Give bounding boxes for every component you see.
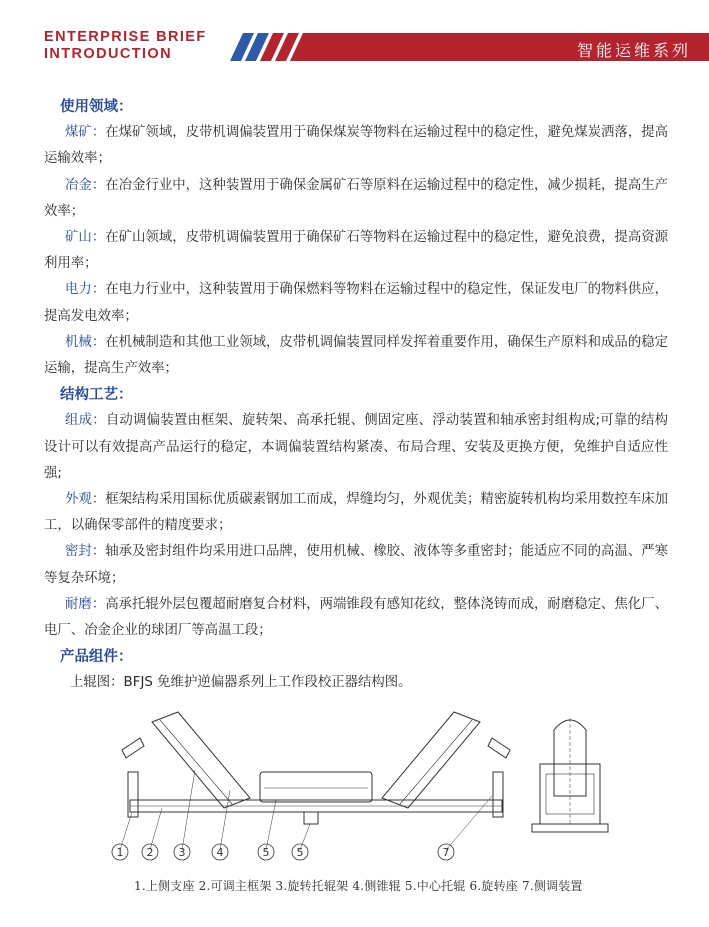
usage-text: 在冶金行业中，这种装置用于确保金属矿石等原料在运输过程中的稳定性，减少损耗，提高生产效率； [44,177,669,219]
structure-item-appearance: 外观：框架结构采用国标优质碳素钢加工而成，焊缝均匀，外观优美；精密旋转机构均采用数控车床加工，以确保零部件的精度要求； [44,492,669,534]
callout-label: 5 [262,846,270,859]
structure-key: 组成 [65,413,93,429]
usage-item-mining: 矿山：在矿山领域，皮带机调偏装置用于确保矿石等物料在运输过程中的稳定性，避免浪费，提高资源利用率； [44,230,669,272]
pivot-seat [304,812,318,824]
callout-label: 3 [178,846,186,859]
section-title-usage: 使用领域： [60,99,133,115]
left-wing-roller [152,712,250,808]
page-header [0,0,709,80]
structure-drawing [100,700,680,900]
usage-text: 在电力行业中，这种装置用于确保燃料等物料在运输过程中的稳定性，保证发电厂的物料供应，提高发电效率； [44,282,669,324]
usage-item-power: 电力：在电力行业中，这种装置用于确保燃料等物料在运输过程中的稳定性，保证发电厂的物料供应，提高发电效率； [44,282,669,324]
structure-key: 外观 [65,492,92,508]
banner-title: 智能运维系列 [576,41,691,60]
callout-label: 5 [296,846,304,859]
section-title-components: 产品组件： [60,649,133,666]
callout-label: 1 [116,846,124,859]
structure-text: 轴承及密封组件均采用进口品牌，使用机械、橡胶、液体等多重密封；能适应不同的高温、严寒等复杂环境； [44,544,669,586]
usage-key: 煤矿 [65,125,92,141]
callout-label: 4 [216,846,224,859]
usage-key: 机械 [65,334,92,350]
side-view-base [532,824,608,832]
structure-text: 高承托辊外层包覆超耐磨复合材料，两端锥段有感知花纹，整体浇铸而成，耐磨稳定、焦化厂、电厂、冶金企业的球团厂等高温工段； [44,596,669,639]
structure-text: 自动调偏装置由框架、旋转架、高承托辊、侧固定座、浮动装置和轴承密封组构成;可靠的结构设计可以有效提高产品运行的稳定，本调偏装置结构紧凑、布局合理、安装及更换方便，免维护自适应性强; [44,413,669,481]
structure-item-wear: 耐磨：高承托辊外层包覆超耐磨复合材料，两端锥段有感知花纹，整体浇铸而成，耐磨稳定、焦化厂、电厂、冶金企业的球团厂等高温工段； [44,596,669,639]
center-roller [260,772,372,802]
left-adjuster [122,738,144,758]
components-caption: 上辊图：BFJS 免维护逆偏器系列上工作段校正器结构图。 [70,675,412,691]
usage-item-machinery: 机械：在机械制造和其他工业领域，皮带机调偏装置同样发挥着重要作用，确保生产原料和成品的稳定运输，提高生产效率； [44,334,669,377]
structure-item-composition: 组成：自动调偏装置由框架、旋转架、高承托辊、侧固定座、浮动装置和轴承密封组构成;可靠的结构设计可以有效提高产品运行的稳定，本调偏装置结构紧凑、布局合理、安装及更换方便，免维护自适应性强; [44,413,669,481]
brief-title-line1: ENTERPRISE BRIEF [44,29,207,45]
figure-legend: 1.上侧支座 2.可调主框架 3.旋转托辊架 4.侧锥辊 5.中心托辊 6.旋转座 7.侧调装置 [134,879,583,893]
usage-text: 在煤矿领域，皮带机调偏装置用于确保煤炭等物料在运输过程中的稳定性，避免煤炭洒落，提高运输效率； [44,125,669,167]
usage-text: 在矿山领域，皮带机调偏装置用于确保矿石等物料在运输过程中的稳定性，避免浪费，提高资源利用率； [44,230,669,272]
callout-label: 2 [146,846,154,859]
usage-key: 矿山 [65,230,92,246]
callout-label: 7 [442,846,450,859]
structure-text: 框架结构采用国标优质碳素钢加工而成，焊缝均匀，外观优美；精密旋转机构均采用数控车床加工，以确保零部件的精度要求； [44,492,669,534]
structure-item-sealing: 密封：轴承及密封组件均采用进口品牌，使用机械、橡胶、液体等多重密封；能适应不同的高温、严寒等复杂环境； [44,544,669,586]
usage-item-metallurgy: 冶金：在冶金行业中，这种装置用于确保金属矿石等原料在运输过程中的稳定性，减少损耗，提高生产效率； [44,177,669,219]
usage-key: 冶金 [65,177,92,193]
usage-text: 在机械制造和其他工业领域，皮带机调偏装置同样发挥着重要作用，确保生产原料和成品的稳定运输，提高生产效率； [44,334,669,377]
brief-title-line2: INTRODUCTION [44,46,172,62]
structure-key: 耐磨 [65,596,92,612]
right-wing-roller [382,712,480,808]
structure-key: 密封 [65,544,92,560]
usage-item-coal: 煤矿：在煤矿领域，皮带机调偏装置用于确保煤炭等物料在运输过程中的稳定性，避免煤炭洒落，提高运输效率； [44,125,669,167]
right-adjuster [488,738,510,758]
usage-key: 电力 [65,282,92,298]
main-content [44,94,668,697]
section-title-structure: 结构工艺： [60,387,133,404]
